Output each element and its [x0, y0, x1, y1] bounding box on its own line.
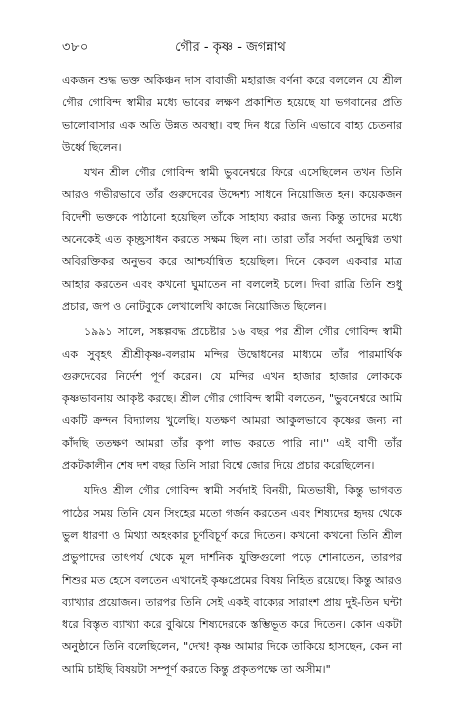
page-number: ৩৮০: [62, 40, 89, 55]
running-title: গৌর - কৃষ্ণ - জগন্নাথ: [175, 40, 286, 55]
paragraph-4: যদিও শ্রীল গৌর গোবিন্দ স্বামী সর্বদাই বিনয়ী, মিতভাষী, কিন্তু ভাগবত পাঠের সময় তিনি যেন সিংহের মতো গর্জন করতেন এবং শিষ্যদের হৃদয় থেকে ভুল ধারণা ও মিথ্যা অহংকার চূর্ণবিচূর্ণ করে দিতেন। কখনো কখনো তিনি শ্রীল প্রভুপাদের তাৎপর্য থেকে মূল দার্শনিক যুক্তিগুলো পড়ে শোনাতেন, তারপর শিশুর মত হেসে বলতেন এখানেই কৃষ্ণপ্রেমের বিষয় নিহিত রয়েছে। কিন্তু আরও ব্যাখ্যার প্রয়োজন। তারপর তিনি সেই একই বাক্যের সারাংশ প্রায় দুই-তিন ঘন্টা ধরে বিস্তৃত ব্যাখ্যা করে বুঝিয়ে শিষ্যদেরকে স্তম্ভিভূত করে দিতেন। কোন একটা অনুষ্ঠানে তিনি বলেছিলেন, "দেখ! কৃষ্ণ আমার দিকে তাকিয়ে হাসছেন, কেন না আমি চাইছি বিষয়টা সম্পূর্ণ করতে কিন্তু প্রকৃতপক্ষে তা অসীম।": [62, 484, 402, 676]
paragraph-3: ১৯৯১ সালে, সঙ্কল্পবদ্ধ প্রচেষ্টার ১৬ বছর পর শ্রীল গৌর গোবিন্দ স্বামী এক সুবৃহৎ শ্রীশ্রীকৃষ্ণ-বলরাম মন্দির উদ্বোধনের মাধ্যমে তাঁর পারমার্থিক গুরুদেবের নির্দেশ পূর্ণ করেন। যে মন্দির এখন হাজার হাজার লোককে কৃষ্ণভাবনায় আকৃষ্ট করছে। শ্রীল গৌর গোবিন্দ স্বামী বলতেন, "ভুবনেশ্বরে আমি একটি ক্রন্দন বিদ্যালয় খুলেছি। যতক্ষণ আমরা আকুলভাবে কৃষ্ণের জন্য না কাঁদছি ততক্ষণ আমরা তাঁর কৃপা লাভ করতে পারি না।'' এই বাণী তাঁর প্রকটকালীন শেষ দশ বছর তিনি সারা বিশ্বে জোর দিয়ে প্রচার করেছিলেন।: [62, 325, 402, 473]
paragraph-1: একজন শুদ্ধ ভক্ত অকিঞ্চন দাস বাবাজী মহারাজ বর্ণনা করে বললেন যে শ্রীল গৌর গোবিন্দ স্বামীর মধ্যে ভাবের লক্ষণ প্রকাশিত হয়েছে যা ভগবানের প্রতি ভালোবাসার এক অতি উন্নত অবস্থা। বহু দিন ধরে তিনি এভাবে বাহ্য চেতনার উর্ধ্বে ছিলেন।: [62, 74, 402, 154]
page-header: [62, 38, 399, 60]
body-text: [62, 70, 402, 681]
paragraph-2: যখন শ্রীল গৌর গোবিন্দ স্বামী ভুবনেশ্বরে ফিরে এসেছিলেন তখন তিনি আরও গভীরভাবে তাঁর গুরুদেবের উদ্দেশ্য সাধনে নিয়োজিত হন। কয়েকজন বিদেশী ভক্তকে পাঠানো হয়েছিল তাঁকে সাহায্য করার জন্য কিন্তু তাদের মধ্যে অনেকেই এত কৃচ্ছ্রসাধন করতে সক্ষম ছিল না। তারা তাঁর সর্বদা অনুদ্বিগ্ন তথা অবিরক্তিকর অনুভব করে আশ্চর্যান্বিত হয়েছিল। দিনে কেবল একবার মাত্র আহার করতেন এবং কখনো ঘুমাতেন না বললেই চলে। দিবা রাত্রি তিনি শুধু প্রচার, জপ ও নোটবুকে লেখালেখি কাজে নিয়োজিত ছিলেন।: [62, 166, 402, 313]
